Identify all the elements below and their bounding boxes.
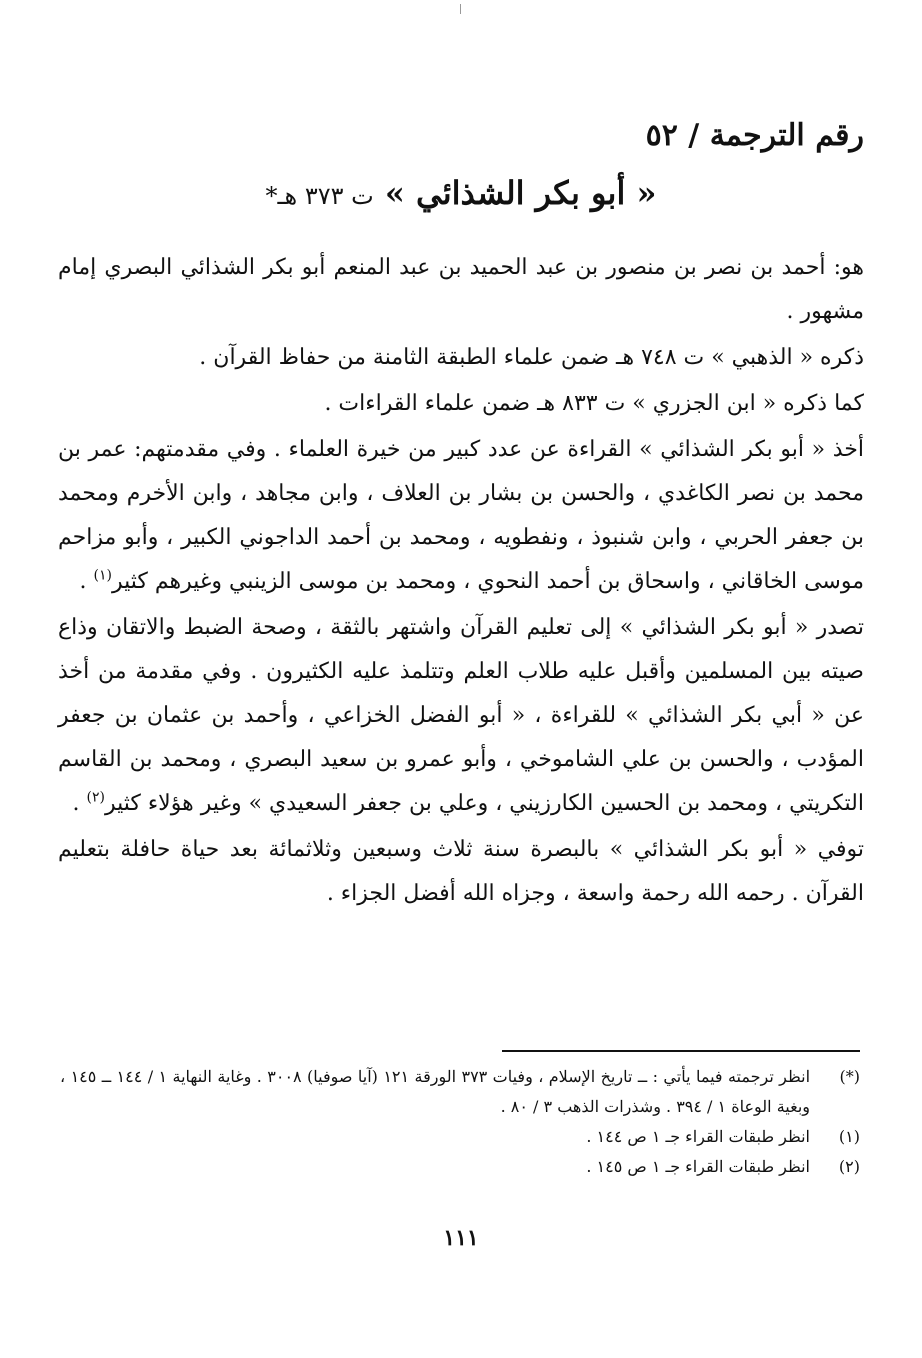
footnote-divider [502,1050,860,1052]
footnote-item [60,1122,860,1152]
footnotes [60,1062,860,1182]
paragraph-teachers [58,428,864,604]
footnote-marker: (١) [838,1127,860,1146]
paragraph-ibn-jazari: كما ذكره « ابن الجزري » ت ٨٣٣ هـ ضمن علماء القراءات . [324,391,864,416]
footnote-item [60,1152,860,1182]
paragraph-students [58,606,864,826]
footnote-text: انظر ترجمته فيما يأتي : ــ تاريخ الإسلام ، وفيات ٣٧٣ الورقة ١٢١ (آيا صوفيا) ٣٠٠٨ . وغاية النهاية ١ / ١٤٤ ــ ١٤٥ ، وبغية الوعاة ١ / ٣٩٤ . وشذرات الذهب ٣ / ٨٠ . [60,1067,811,1116]
footnote-text: انظر طبقات القراء جـ ١ ص ١٤٥ . [586,1157,810,1176]
entry-number-heading: رقم الترجمة / ٥٢ [645,118,864,153]
biography-title [0,174,922,212]
footnote-ref-1[interactable]: (١) [93,567,112,584]
paragraph-dhahabi: ذكره « الذهبي » ت ٧٤٨ هـ ضمن علماء الطبقة الثامنة من حفاظ القرآن . [199,345,864,370]
title-death-date: ت ٣٧٣ هـ* [265,182,374,210]
title-name: « أبو بكر الشذائي » [384,174,657,212]
footnote-marker: (٢) [838,1157,860,1176]
page-number: ١١١ [443,1225,479,1251]
paragraph-identity: هو: أحمد بن نصر بن منصور بن عبد الحميد بن عبد المنعم أبو بكر الشذائي البصري إمام مشهور . [58,255,864,324]
paragraph-students-end: . [72,791,87,816]
footnote-ref-2[interactable]: (٢) [86,789,105,806]
paragraph-teachers-text: أخذ « أبو بكر الشذائي » القراءة عن عدد كبير من خيرة العلماء . وفي مقدمتهم: عمر بن محمد بن نصر الكاغدي ، والحسن بن بشار بن العلاف ، وابن مجاهد ، وابن الأخرم ومحمد بن جعفر الحربي ، وابن شنبوذ ، ونفطويه ، ومحمد بن أحمد الداجوني الكبير ، وأبو مزاحم موسى الخاقاني ، واسحاق بن أحمد النحوي ، ومحمد بن موسى الزينبي وغيرهم كثير [58,437,864,594]
footnote-text: انظر طبقات القراء جـ ١ ص ١٤٤ . [586,1127,810,1146]
paragraph-death: توفي « أبو بكر الشذائي » بالبصرة سنة ثلاث وسبعين وثلاثمائة بعد حياة حافلة بتعليم القرآن . رحمه الله رحمة واسعة ، وجزاه الله أفضل الجزاء . [58,837,864,906]
footnote-item [60,1062,860,1122]
paragraph-students-text: تصدر « أبو بكر الشذائي » إلى تعليم القرآن واشتهر بالثقة ، وصحة الضبط والاتقان وذاع صيته بين المسلمين وأقبل عليه طلاب العلم وتتلمذ عليه الكثيرون . وفي مقدمة من أخذ عن « أبي بكر الشذائي » للقراءة ، « أبو الفضل الخزاعي ، وأحمد بن عثمان بن جعفر المؤدب ، والحسن بن علي الشاموخي ، وأبو عمرو بن سعيد البصري ، ومحمد بن القاسم التكريتي ، ومحمد بن الحسين الكارزيني ، وعلي بن جعفر السعيدي » وغير هؤلاء كثير [58,615,864,816]
footnote-marker: (*) [839,1067,860,1086]
body-text [58,246,864,918]
paragraph-teachers-end: . [79,569,94,594]
scan-mark [460,4,461,14]
